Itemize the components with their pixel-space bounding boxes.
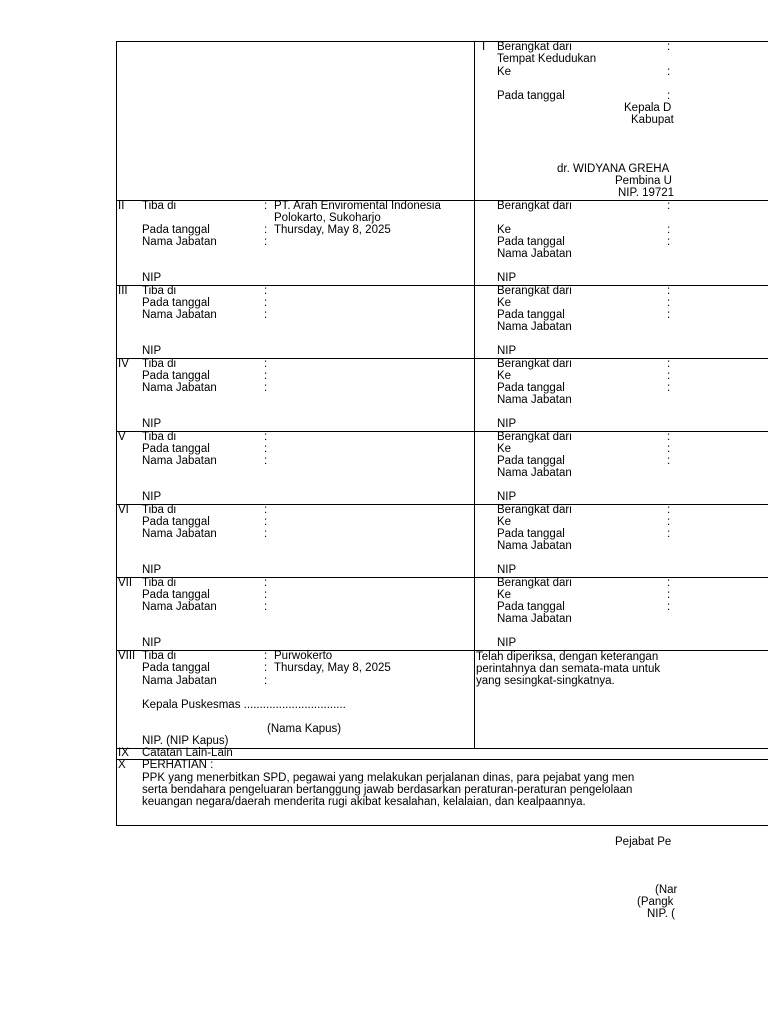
date-label: Pada tanggal [497,382,565,394]
position-label: Nama Jabatan [497,467,572,479]
colon: : [264,516,268,528]
colon: : [667,382,671,394]
to-label: Ke [497,224,512,236]
date-label: Pada tanggal [497,528,565,540]
section-8-date-value: Thursday, May 8, 2025 [274,662,391,674]
head-title-1: Kepala D [624,102,672,114]
arrived-label: Tiba di [142,577,177,589]
row-divider-8 [116,650,768,651]
arrived-label: Tiba di [142,200,177,212]
position-label: Nama Jabatan [497,248,572,260]
colon: : [667,224,671,236]
nip-label: NIP [497,418,517,430]
colon: : [667,66,671,78]
colon: : [667,200,671,212]
colon: : [667,90,671,102]
verification-text-1: Telah diperiksa, dengan keterangan [476,651,659,663]
colon: : [264,224,268,236]
colon: : [264,589,268,601]
depart-label: Berangkat dari [497,577,572,589]
section-number: III [118,285,128,297]
colon: : [264,200,268,212]
position-label: Nama Jabatan [497,321,572,333]
section-1-date-label: Pada tanggal [497,90,565,102]
depart-label: Berangkat dari [497,200,572,212]
colon: : [264,601,268,613]
table-middle-divider [474,41,475,748]
section-2-number: II [118,200,125,212]
kapus-nip: NIP. (NIP Kapus) [142,735,229,747]
to-label: Ke [497,297,512,309]
section-1-depart-label-2: Tempat Kedudukan [497,53,597,65]
date-label: Pada tanggal [142,589,210,601]
position-label: Nama Jabatan [497,394,572,406]
position-label: Nama Jabatan [497,540,572,552]
position-label: Nama Jabatan [142,309,217,321]
position-label: Nama Jabatan [142,675,217,687]
nip-label: NIP [142,418,162,430]
colon: : [667,41,671,53]
signer-name: dr. WIDYANA GREHA [557,163,670,175]
nip-label: NIP [142,272,162,284]
position-label: Nama Jabatan [142,455,217,467]
date-label: Pada tanggal [497,455,565,467]
nip-label: NIP [142,637,162,649]
colon: : [667,431,671,443]
colon: : [667,577,671,589]
colon: : [264,382,268,394]
head-title-2: Kabupat [631,114,674,126]
arrived-label: Tiba di [142,650,177,662]
date-label: Pada tanggal [142,516,210,528]
colon: : [264,577,268,589]
date-label: Pada tanggal [142,370,210,382]
section-number: V [118,431,126,443]
kapus-name-placeholder: (Nama Kapus) [267,723,342,735]
colon: : [667,455,671,467]
arrived-label: Tiba di [142,504,177,516]
position-label: Nama Jabatan [142,528,217,540]
verification-text-2: perintahnya dan semata-mata untuk [476,663,661,675]
section-2-arrived-value: PT. Arah Enviromental Indonesia [274,200,441,212]
nip-label: NIP [497,637,517,649]
position-label: Nama Jabatan [142,236,217,248]
colon: : [667,601,671,613]
depart-label: Berangkat dari [497,504,572,516]
colon: : [667,285,671,297]
colon: : [667,516,671,528]
colon: : [264,358,268,370]
to-label: Ke [497,589,512,601]
date-label: Pada tanggal [142,443,210,455]
section-number: VII [118,577,133,589]
colon: : [264,443,268,455]
row-divider-10 [116,759,768,760]
verification-text-3: yang sesingkat-singkatnya. [476,675,615,687]
arrived-label: Tiba di [142,285,177,297]
attention-text-1: PPK yang menerbitkan SPD, pegawai yang melakukan perjalanan dinas, para pejabat yang men [142,772,635,784]
date-label: Pada tanggal [142,662,210,674]
colon: : [264,297,268,309]
date-label: Pada tanggal [142,224,210,236]
table-bottom-border [116,825,768,826]
section-2-date-value: Thursday, May 8, 2025 [274,224,391,236]
attention-text-3: keuangan negara/daerah menderita rugi akibat kesalahan, kelalaian, dan kealpaannya. [142,796,586,808]
nip-label: NIP [142,491,162,503]
colon: : [264,650,268,662]
colon: : [264,309,268,321]
colon: : [264,662,268,674]
section-8-arrived-value: Purwokerto [274,650,333,662]
section-9-number: IX [118,747,129,759]
colon: : [667,297,671,309]
puskesmas-head-label: Kepala Puskesmas ................................ [142,699,346,711]
colon: : [667,358,671,370]
to-label: Ke [497,516,512,528]
official-nip: NIP. ( [647,908,675,920]
colon: : [667,528,671,540]
arrived-label: Tiba di [142,358,177,370]
section-1-to-label: Ke [497,66,512,78]
section-number: IV [118,358,129,370]
colon: : [264,528,268,540]
attention-label: PERHATIAN : [142,759,214,771]
colon: : [667,370,671,382]
signer-rank: Pembina U [615,175,672,187]
position-label: Nama Jabatan [497,613,572,625]
signer-nip: NIP. 19721 [618,187,675,199]
section-1-depart-label: Berangkat dari [497,41,572,53]
colon: : [667,589,671,601]
nip-label: NIP [497,564,517,576]
date-label: Pada tanggal [497,601,565,613]
to-label: Ke [497,370,512,382]
colon: : [667,504,671,516]
position-label: Nama Jabatan [142,601,217,613]
section-2-arrived-value-2: Polokarto, Sukoharjo [274,212,381,224]
date-label: Pada tanggal [142,297,210,309]
attention-text-2: serta bendahara pengeluaran bertanggung jawab berdasarkan peraturan-peraturan pengelolaan [142,784,633,796]
colon: : [264,285,268,297]
nip-label: NIP [497,272,517,284]
nip-label: NIP [497,491,517,503]
position-label: Nama Jabatan [142,382,217,394]
colon: : [667,236,671,248]
depart-label: Berangkat dari [497,358,572,370]
nip-label: NIP [142,564,162,576]
nip-label: NIP [497,345,517,357]
depart-label: Berangkat dari [497,285,572,297]
section-8-number: VIII [118,650,136,662]
notes-label: Catatan Lain-Lain [142,747,233,759]
official-name: (Nar [655,884,678,896]
table-left-border [116,41,117,825]
depart-label: Berangkat dari [497,431,572,443]
section-1-number: I [482,41,486,53]
colon: : [264,431,268,443]
section-10-number: X [118,759,126,771]
date-label: Pada tanggal [497,236,565,248]
to-label: Ke [497,443,512,455]
colon: : [264,370,268,382]
nip-label: NIP [142,345,162,357]
official-title: Pejabat Pe [615,836,672,848]
colon: : [667,309,671,321]
section-number: VI [118,504,129,516]
colon: : [264,455,268,467]
colon: : [264,504,268,516]
official-rank: (Pangk [637,896,674,908]
arrived-label: Tiba di [142,431,177,443]
date-label: Pada tanggal [497,309,565,321]
colon: : [264,236,268,248]
colon: : [667,443,671,455]
colon: : [264,675,268,687]
